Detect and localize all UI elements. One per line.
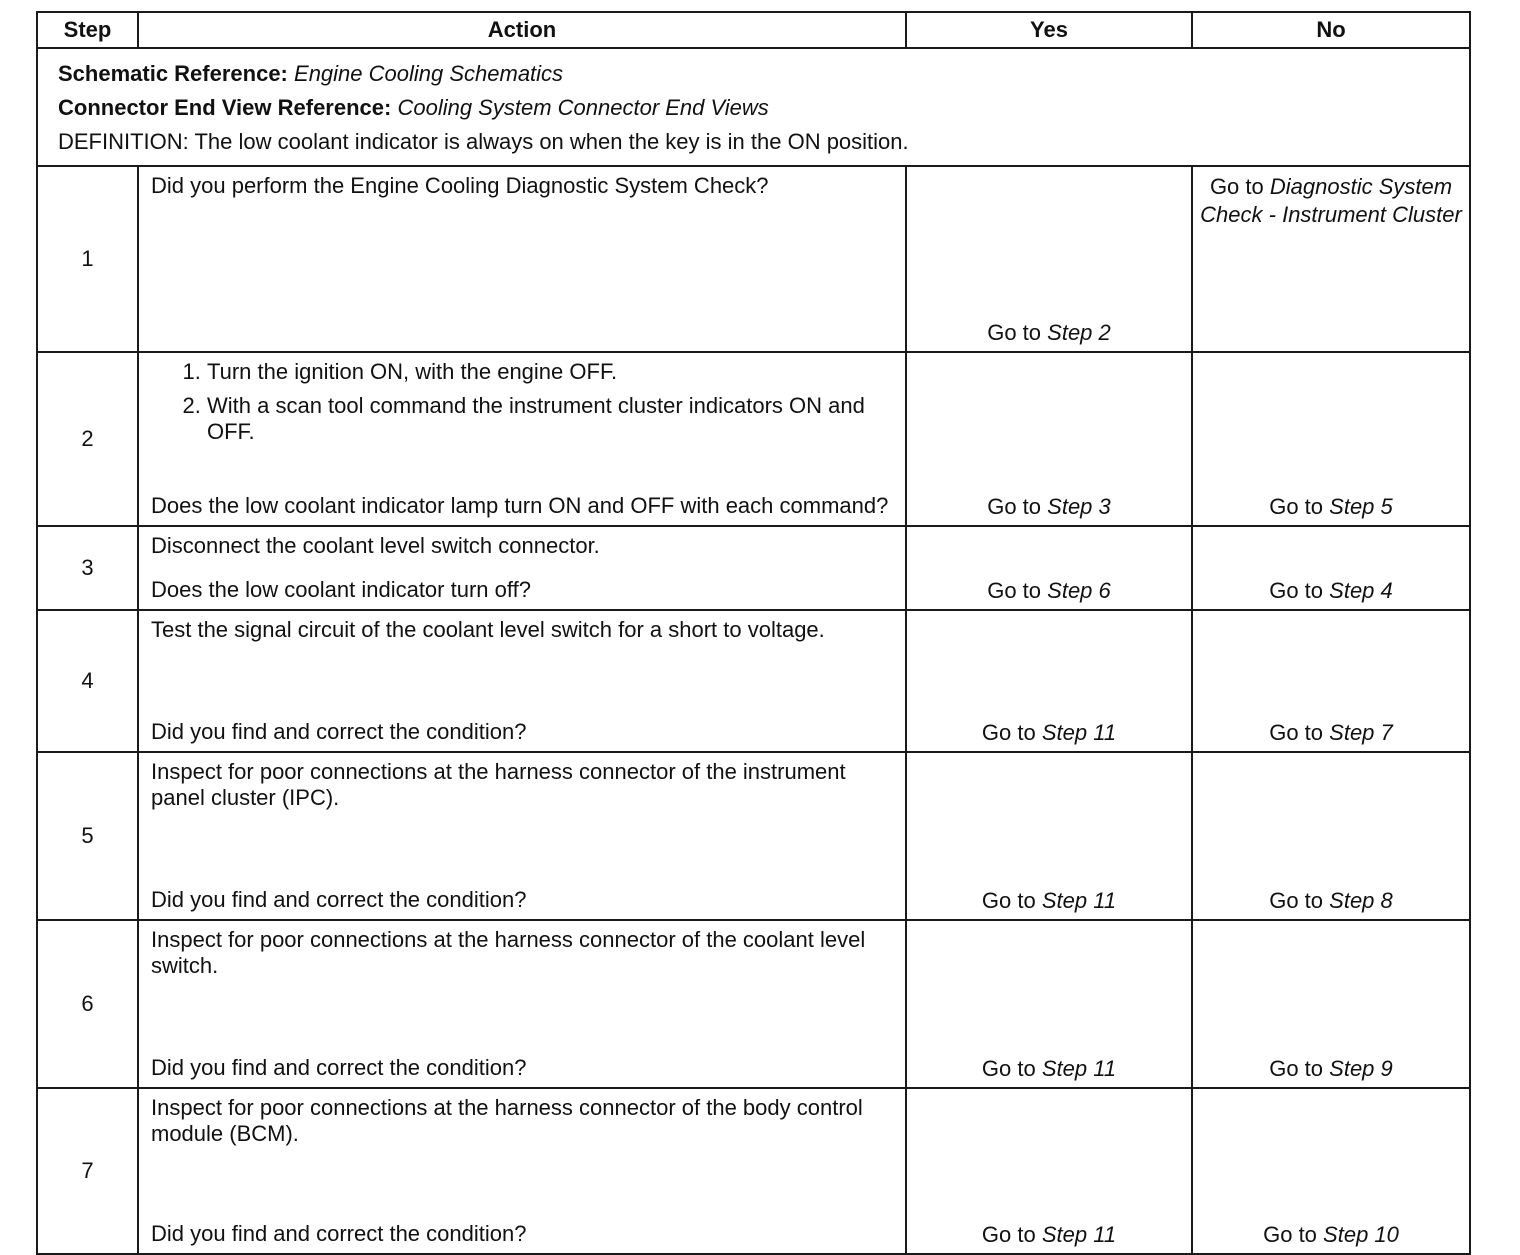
action-text: Test the signal circuit of the coolant level switch for a short to voltage.: [151, 617, 825, 642]
go-to-label: Go to: [1269, 720, 1324, 745]
go-to-label: Go to: [981, 1056, 1036, 1081]
yes-cell: [906, 610, 1192, 752]
action-steps-list: [151, 359, 893, 445]
no-cell: [1192, 610, 1470, 752]
action-cell: [138, 752, 906, 920]
action-text: Did you perform the Engine Cooling Diagnostic System Check?: [151, 173, 769, 198]
action-cell: [138, 610, 906, 752]
step-number: 1: [37, 166, 138, 352]
action-text: Inspect for poor connections at the harness connector of the coolant level switch.: [151, 927, 866, 978]
go-to-label: Go to: [1209, 174, 1264, 199]
action-question: Did you find and correct the condition?: [151, 1055, 527, 1080]
schematic-reference-link: Engine Cooling Schematics: [294, 61, 564, 86]
connector-reference-link: Cooling System Connector End Views: [397, 95, 769, 120]
no-step-ref: Step 5: [1329, 494, 1393, 519]
table-row: [37, 920, 1470, 1088]
action-cell: [138, 166, 906, 352]
header-yes: Yes: [906, 12, 1192, 48]
no-cell: [1192, 352, 1470, 526]
header-no: No: [1192, 12, 1470, 48]
list-item: 1. Turn the ignition ON, with the engine OFF.: [207, 359, 893, 385]
go-to-label: Go to: [987, 494, 1042, 519]
go-to-label: Go to: [1269, 578, 1324, 603]
action-cell: [138, 526, 906, 610]
diagnostic-table: [36, 11, 1471, 1255]
action-question: Did you find and correct the condition?: [151, 887, 527, 912]
no-step-ref: Step 4: [1329, 578, 1393, 603]
yes-step-ref: Step 11: [1041, 1056, 1117, 1081]
go-to-label: Go to: [981, 720, 1036, 745]
action-text: Inspect for poor connections at the harness connector of the instrument panel cluster (IPC).: [151, 759, 846, 810]
no-cell: [1192, 920, 1470, 1088]
schematic-reference: [58, 57, 1449, 91]
connector-reference-label: Connector End View Reference:: [58, 95, 392, 120]
no-cell: [1192, 166, 1470, 352]
go-to-label: Go to: [1269, 1056, 1324, 1081]
definition-text: DEFINITION: The low coolant indicator is always on when the key is in the ON position.: [58, 129, 909, 154]
yes-cell: [906, 752, 1192, 920]
action-cell: [138, 352, 906, 526]
step-number: 5: [37, 752, 138, 920]
table-row: [37, 166, 1470, 352]
yes-step-ref: Step 6: [1047, 578, 1111, 603]
yes-cell: [906, 352, 1192, 526]
action-question: Does the low coolant indicator turn off?: [151, 577, 531, 602]
header-step: Step: [37, 12, 138, 48]
yes-cell: [906, 920, 1192, 1088]
go-to-label: Go to: [1269, 494, 1324, 519]
no-step-ref: Step 10: [1323, 1222, 1399, 1247]
no-step-ref: Diagnostic System Check - Instrument Cluster: [1200, 174, 1462, 227]
table-row: [37, 352, 1470, 526]
connector-reference: [58, 91, 1449, 125]
no-cell: [1192, 1088, 1470, 1254]
table-row: [37, 526, 1470, 610]
no-step-ref: Step 8: [1329, 888, 1393, 913]
action-question: Did you find and correct the condition?: [151, 1221, 527, 1246]
no-cell: [1192, 752, 1470, 920]
table-row: [37, 1088, 1470, 1254]
yes-step-ref: Step 2: [1047, 320, 1111, 345]
yes-step-ref: Step 11: [1041, 888, 1117, 913]
go-to-label: Go to: [981, 888, 1036, 913]
header-action: Action: [138, 12, 906, 48]
action-cell: [138, 920, 906, 1088]
reference-cell: [37, 48, 1470, 166]
table-row: [37, 610, 1470, 752]
yes-step-ref: Step 11: [1041, 1222, 1117, 1247]
go-to-label: Go to: [981, 1222, 1036, 1247]
step-number: 7: [37, 1088, 138, 1254]
action-text: Inspect for poor connections at the harness connector of the body control module (BCM).: [151, 1095, 863, 1146]
yes-cell: [906, 526, 1192, 610]
yes-step-ref: Step 11: [1041, 720, 1117, 745]
action-question: Did you find and correct the condition?: [151, 719, 527, 744]
reference-row: [37, 48, 1470, 166]
no-step-ref: Step 9: [1329, 1056, 1393, 1081]
step-number: 3: [37, 526, 138, 610]
step-number: 6: [37, 920, 138, 1088]
yes-step-ref: Step 3: [1047, 494, 1111, 519]
step-number: 2: [37, 352, 138, 526]
action-text: Disconnect the coolant level switch connector.: [151, 533, 600, 558]
schematic-reference-label: Schematic Reference:: [58, 61, 288, 86]
go-to-label: Go to: [1269, 888, 1324, 913]
yes-cell: [906, 1088, 1192, 1254]
go-to-label: Go to: [987, 578, 1042, 603]
table-header-row: [37, 12, 1470, 48]
action-cell: [138, 1088, 906, 1254]
go-to-label: Go to: [987, 320, 1042, 345]
go-to-label: Go to: [1263, 1222, 1317, 1247]
yes-cell: [906, 166, 1192, 352]
step-number: 4: [37, 610, 138, 752]
no-step-ref: Step 7: [1329, 720, 1393, 745]
action-question: Does the low coolant indicator lamp turn ON and OFF with each command?: [151, 493, 889, 518]
table-row: [37, 752, 1470, 920]
list-item: 2. With a scan tool command the instrument cluster indicators ON and OFF.: [207, 393, 893, 445]
no-cell: [1192, 526, 1470, 610]
